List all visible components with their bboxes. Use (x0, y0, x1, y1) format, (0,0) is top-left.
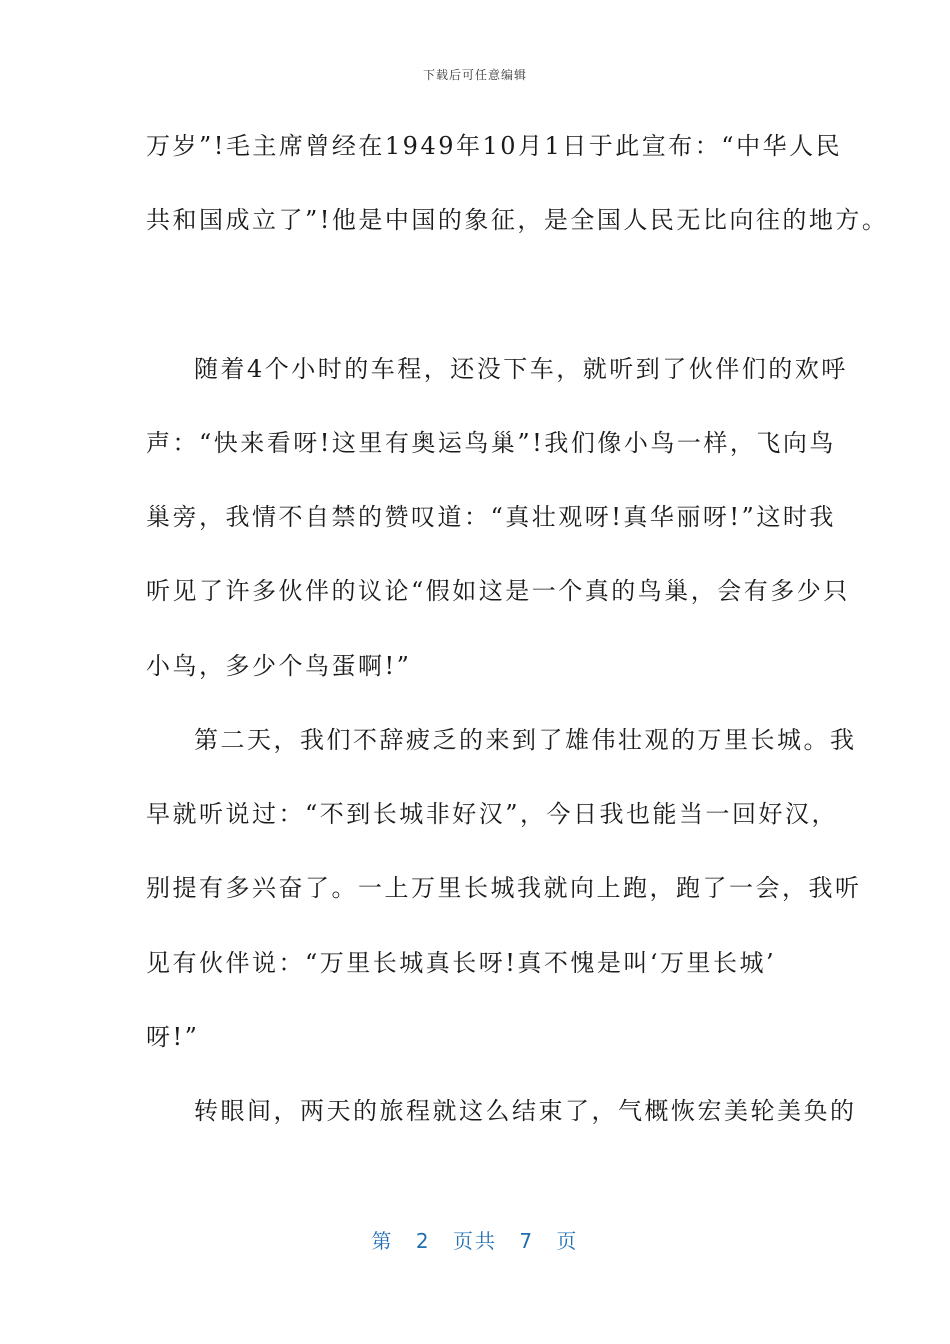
page-header: 下载后可任意编辑 (422, 68, 527, 82)
paragraph-first-line: 转眼间，两天的旅程就这么结束了，气概恢宏美轮美奂的 (194, 1097, 857, 1125)
body-line: 声：“快来看呀!这里有奥运鸟巢”!我们像小鸟一样，飞向鸟 (146, 429, 836, 457)
paragraph-first-line: 随着4个小时的车程，还没下车，就听到了伙伴们的欢呼 (194, 355, 848, 383)
body-line: 万岁”!毛主席曾经在1949年10月1日于此宣布：“中华人民 (146, 132, 843, 160)
body-line: 小鸟，多少个鸟蛋啊!” (146, 652, 412, 680)
body-line: 呀!” (146, 1023, 200, 1051)
body-line: 听见了许多伙伴的议论“假如这是一个真的鸟巢，会有多少只 (146, 577, 850, 605)
paragraph-first-line: 第二天，我们不辞疲乏的来到了雄伟壮观的万里长城。我 (194, 726, 857, 754)
body-line: 巢旁，我情不自禁的赞叹道：“真壮观呀!真华丽呀!”这时我 (146, 503, 836, 531)
body-line: 共和国成立了”!他是中国的象征，是全国人民无比向往的地方。 (146, 206, 889, 234)
body-line: 见有伙伴说：“万里长城真长呀!真不愧是叫‘万里长城’ (146, 949, 777, 977)
body-line: 早就听说过：“不到长城非好汉”，今日我也能当一回好汉， (146, 800, 839, 828)
page-number-footer: 第 2 页共 7 页 (371, 1229, 579, 1253)
body-line: 别提有多兴奋了。一上万里长城我就向上跑，跑了一会，我听 (146, 874, 862, 902)
